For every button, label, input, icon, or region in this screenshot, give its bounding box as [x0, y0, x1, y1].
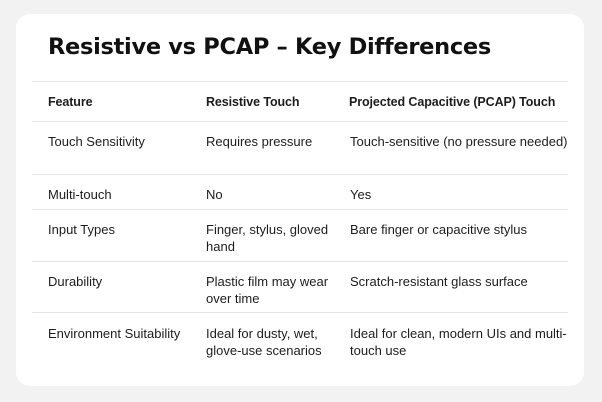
table-row [32, 262, 568, 313]
table-row [32, 210, 568, 262]
header-pcap: Projected Capacitive (PCAP) Touch [334, 82, 568, 122]
cell-pcap: Touch-sensitive (no pressure needed) [334, 122, 568, 175]
header-feature: Feature [32, 82, 190, 122]
cell-resistive: Plastic film may wear over time [190, 262, 334, 313]
cell-feature: Durability [32, 262, 190, 313]
comparison-table [32, 81, 568, 373]
cell-pcap: Scratch-resistant glass surface [334, 262, 568, 313]
cell-resistive: Ideal for dusty, wet, glove-use scenarios [190, 313, 334, 373]
table-row [32, 175, 568, 210]
cell-pcap: Yes [334, 175, 568, 210]
cell-pcap: Bare finger or capacitive stylus [334, 210, 568, 262]
cell-feature: Input Types [32, 210, 190, 262]
cell-feature: Touch Sensitivity [32, 122, 190, 175]
cell-resistive: Requires pressure [190, 122, 334, 175]
table-row [32, 122, 568, 175]
table-row [32, 313, 568, 373]
cell-feature: Environment Suitability [32, 313, 190, 373]
cell-pcap: Ideal for clean, modern UIs and multi-touch use [334, 313, 568, 373]
header-resistive: Resistive Touch [190, 82, 334, 122]
cell-resistive: No [190, 175, 334, 210]
page-title: Resistive vs PCAP – Key Differences [48, 34, 491, 60]
cell-resistive: Finger, stylus, gloved hand [190, 210, 334, 262]
cell-feature: Multi-touch [32, 175, 190, 210]
table-header-row [32, 82, 568, 122]
comparison-card [16, 14, 584, 386]
